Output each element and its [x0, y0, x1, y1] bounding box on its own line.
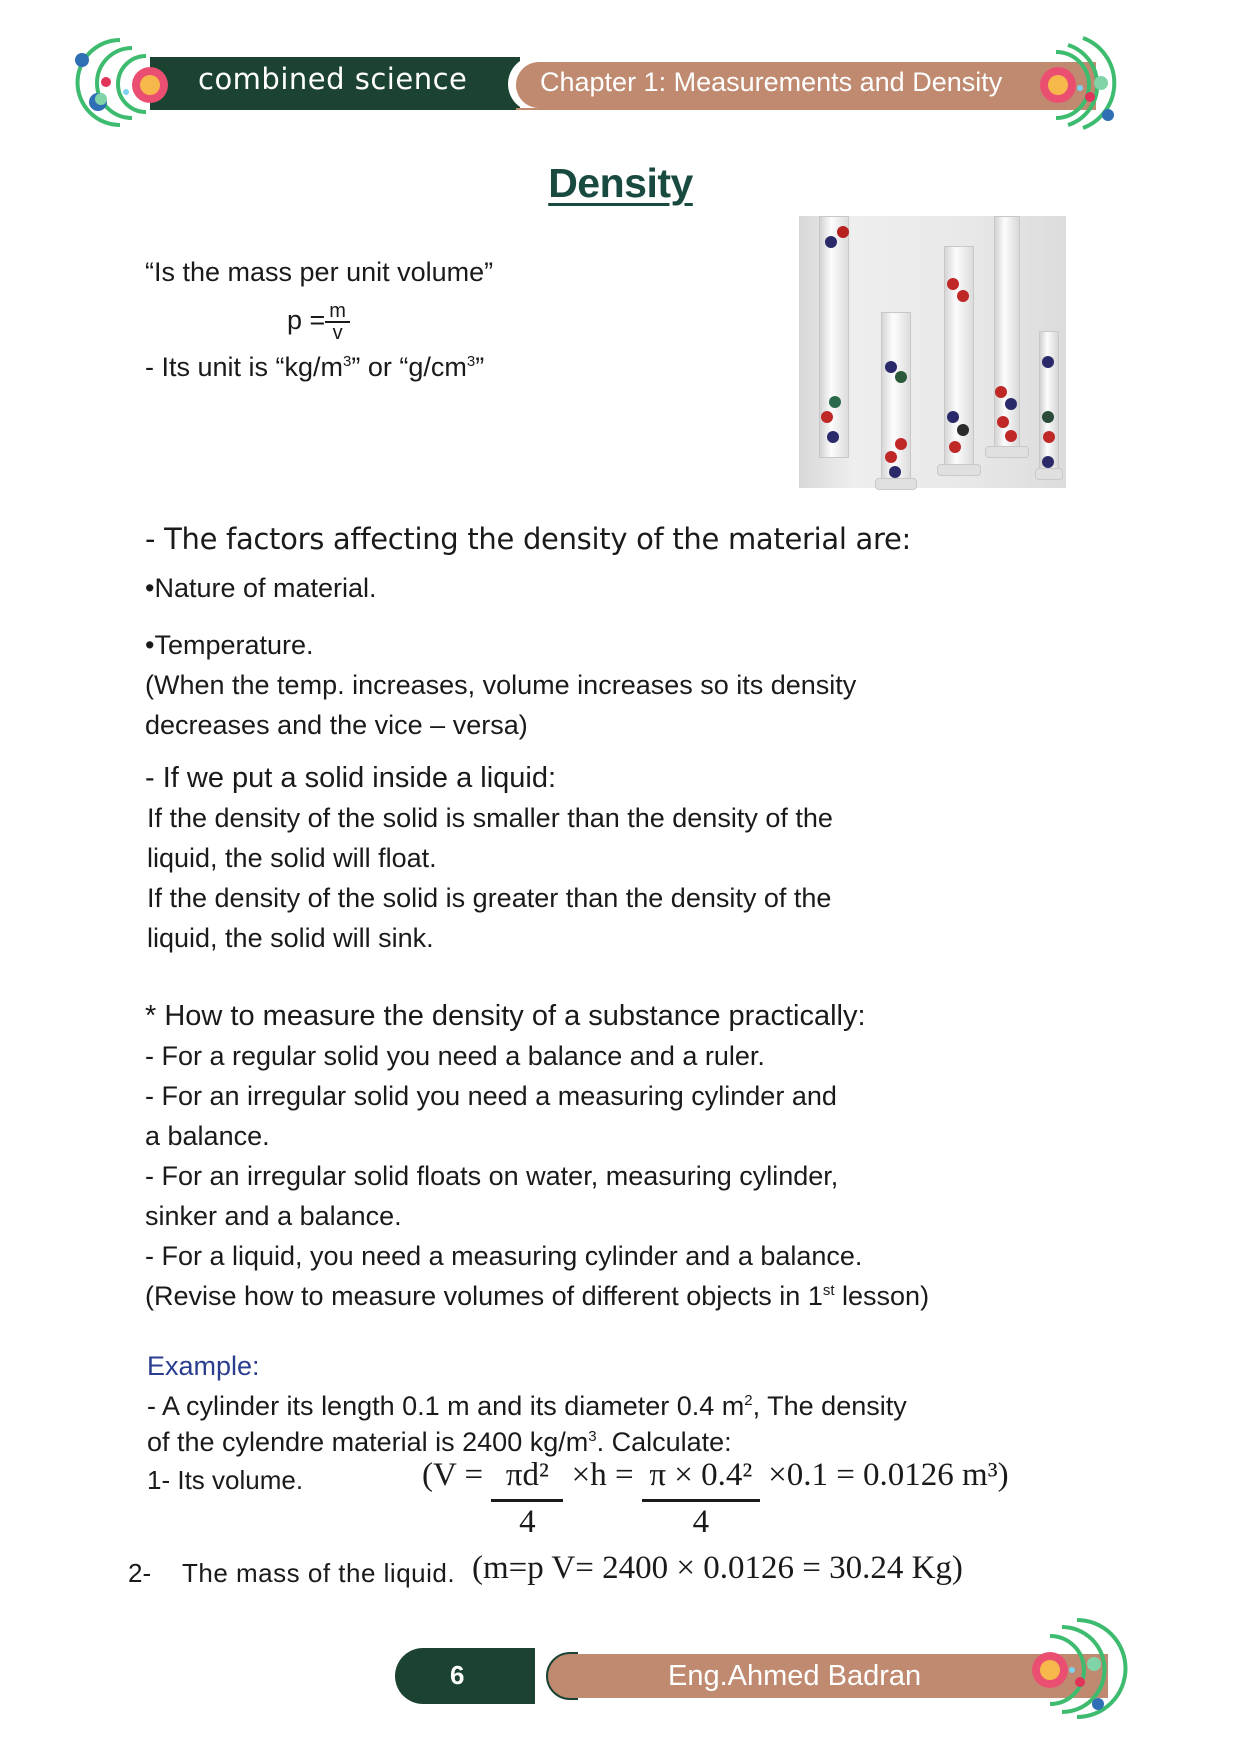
- solid-liquid-text: If the density of the solid is greater than the density of the: [147, 883, 832, 913]
- unit-superscript: 3: [343, 353, 352, 370]
- sphere: [949, 441, 961, 453]
- sphere: [821, 411, 833, 423]
- example-text-part: - A cylinder its length 0.1 m and its diameter 0.4 m: [147, 1391, 745, 1421]
- sphere: [957, 290, 969, 302]
- fraction-numerator: πd²: [491, 1455, 563, 1502]
- fraction: [642, 1455, 760, 1542]
- measure-item: a balance.: [145, 1121, 270, 1151]
- measure-heading: * How to measure the density of a substance practically:: [145, 1000, 866, 1032]
- glass-tube: [1039, 331, 1059, 473]
- formula-denominator: v: [332, 321, 343, 344]
- sphere: [1043, 431, 1055, 443]
- sphere: [997, 416, 1009, 428]
- subject-title: combined science: [198, 62, 468, 96]
- volume-formula: [422, 1455, 1009, 1542]
- solar-system-icon: [70, 30, 170, 130]
- example-label: Example:: [147, 1351, 260, 1381]
- factors-heading: - The factors affecting the density of the material are:: [145, 522, 912, 556]
- tube-base: [985, 446, 1029, 458]
- factor-note: decreases and the vice – versa): [145, 710, 528, 740]
- chapter-title: Chapter 1: Measurements and Density: [540, 67, 1003, 97]
- density-unit: [145, 347, 484, 387]
- unit-text: - Its unit is “kg/m: [145, 352, 344, 382]
- sphere: [837, 226, 849, 238]
- solid-liquid-text: liquid, the solid will float.: [147, 843, 437, 873]
- sphere: [1042, 356, 1054, 368]
- fraction: [491, 1455, 563, 1542]
- page-number-badge: [395, 1648, 535, 1704]
- mass-formula: (m=p V= 2400 × 0.0126 = 30.24 Kg): [472, 1550, 963, 1586]
- unit-text: ”: [475, 352, 485, 382]
- measure-item: - For a liquid, you need a measuring cylinder and a balance.: [145, 1241, 863, 1271]
- measure-revise-note: [145, 1276, 929, 1316]
- example-text-part: of the cylendre material is 2400 kg/m: [147, 1427, 589, 1457]
- question-1-label: 1- Its volume.: [147, 1465, 304, 1495]
- fraction-numerator: π × 0.4²: [642, 1455, 760, 1502]
- sphere: [1042, 411, 1054, 423]
- sphere: [895, 438, 907, 450]
- density-definition: “Is the mass per unit volume”: [145, 257, 494, 287]
- formula-part: ×h =: [571, 1457, 642, 1493]
- tube-base: [1035, 468, 1063, 480]
- sphere: [829, 396, 841, 408]
- example-text-part: . Calculate:: [596, 1427, 732, 1457]
- measure-item: - For an irregular solid you need a measuring cylinder and: [145, 1081, 837, 1111]
- sphere: [825, 236, 837, 248]
- sphere: [895, 371, 907, 383]
- author-name: Eng.Ahmed Badran: [668, 1660, 922, 1692]
- sphere: [957, 424, 969, 436]
- solid-liquid-text: If the density of the solid is smaller than the density of the: [147, 803, 833, 833]
- density-formula: [287, 300, 350, 343]
- example-text-part: , The density: [752, 1391, 907, 1421]
- formula-part: (V =: [422, 1457, 492, 1493]
- formula-lhs: p =: [287, 305, 326, 335]
- solar-system-icon: [1032, 1612, 1142, 1722]
- question-2-label: The mass of the liquid.: [182, 1558, 456, 1588]
- factor-note: (When the temp. increases, volume increases so its density: [145, 670, 857, 700]
- sphere: [885, 451, 897, 463]
- revise-superscript: st: [822, 1282, 835, 1299]
- page-title: Density: [548, 160, 693, 206]
- example-text: [147, 1386, 907, 1426]
- example-superscript: 3: [588, 1428, 597, 1445]
- tube-base: [937, 464, 981, 476]
- sphere: [947, 278, 959, 290]
- sphere: [995, 386, 1007, 398]
- solar-system-icon: [1038, 30, 1148, 130]
- revise-text: lesson): [834, 1281, 930, 1311]
- sphere: [827, 431, 839, 443]
- measure-item: sinker and a balance.: [145, 1201, 402, 1231]
- revise-text: (Revise how to measure volumes of different objects in 1: [145, 1281, 823, 1311]
- tube-base: [875, 478, 917, 490]
- factor-item: •Temperature.: [145, 630, 314, 660]
- measure-item: - For an irregular solid floats on water, measuring cylinder,: [145, 1161, 839, 1191]
- galileo-thermometer-photo: [799, 216, 1066, 488]
- unit-text: ” or “g/cm: [351, 352, 467, 382]
- factor-item: •Nature of material.: [145, 573, 377, 603]
- sphere: [885, 361, 897, 373]
- sphere: [1005, 430, 1017, 442]
- fraction-denominator: 4: [692, 1504, 710, 1540]
- solid-liquid-heading: - If we put a solid inside a liquid:: [145, 762, 557, 794]
- header-underline: [516, 108, 1096, 110]
- formula-part: ×0.1 = 0.0126 m³): [768, 1457, 1009, 1493]
- fraction-denominator: 4: [519, 1504, 536, 1540]
- question-2-number: 2-: [128, 1558, 152, 1588]
- sphere: [1042, 456, 1054, 468]
- sphere: [1005, 398, 1017, 410]
- formula-numerator: m: [325, 301, 350, 323]
- sphere: [947, 411, 959, 423]
- measure-item: - For a regular solid you need a balance and a ruler.: [145, 1041, 765, 1071]
- sphere: [889, 466, 901, 478]
- example-superscript: 2: [744, 1392, 753, 1409]
- unit-superscript: 3: [466, 353, 476, 370]
- solid-liquid-text: liquid, the solid will sink.: [147, 923, 434, 953]
- page-number: 6: [450, 1660, 465, 1690]
- formula-fraction: [325, 301, 350, 343]
